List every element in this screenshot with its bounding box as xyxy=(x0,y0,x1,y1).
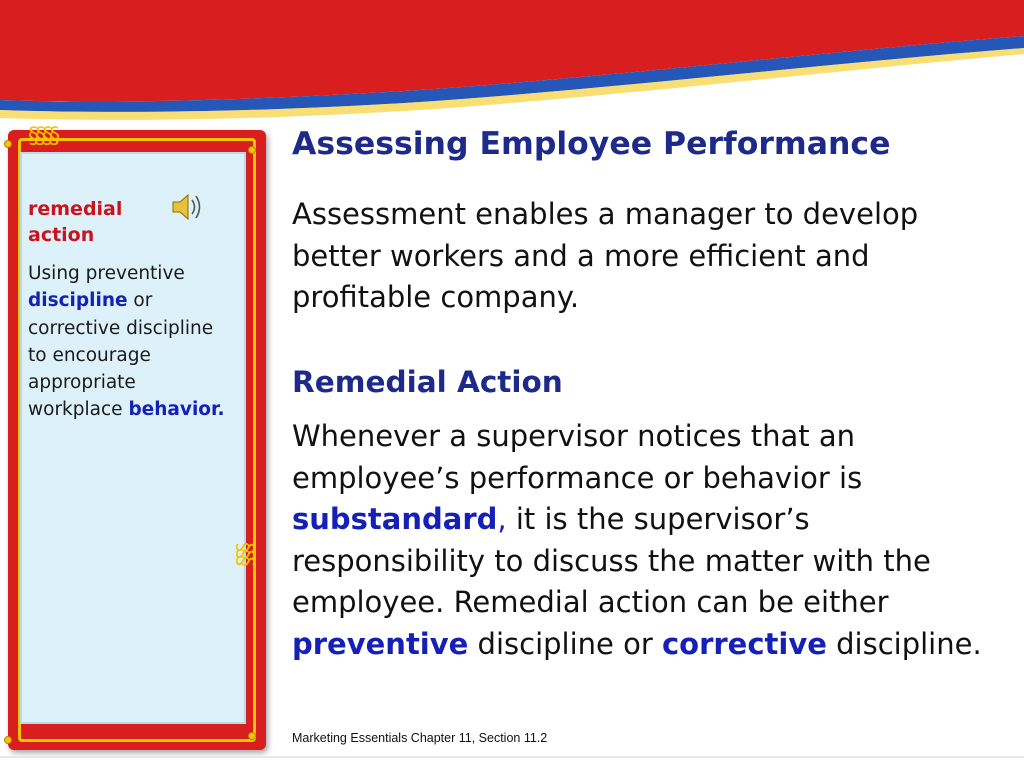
spiral-binding-icon: §§§ xyxy=(232,542,257,563)
slide-footer: Marketing Essentials Chapter 11, Section 11.2 xyxy=(292,731,548,745)
body-text: discipline. xyxy=(826,626,982,661)
body-text: it is the supervisor’s responsibility to discuss the matter with the employee. Remedial action can be either xyxy=(292,502,931,619)
definition-text: or corrective discipline to encourage appropriate workplace xyxy=(28,290,214,421)
glossary-definition xyxy=(28,260,234,424)
speaker-icon[interactable] xyxy=(170,190,206,224)
slide-title: Assessing Employee Performance xyxy=(292,126,891,162)
definition-keyword-discipline: discipline xyxy=(28,290,128,312)
glossary-term: remedial action xyxy=(28,198,123,246)
body-text: Whenever a supervisor notices that an employee’s performance or behavior is xyxy=(292,419,863,495)
keyword-preventive: preventive xyxy=(292,626,469,661)
card-rivet xyxy=(4,736,12,744)
bottom-divider xyxy=(0,756,1024,758)
intro-paragraph: Assessment enables a manager to develop better workers and a more efficient and profitable company. xyxy=(292,197,919,314)
definition-text: Using preventive xyxy=(28,263,185,284)
body-text: discipline or xyxy=(468,626,662,661)
section-heading: Remedial Action xyxy=(292,365,563,399)
spiral-binding-icon: §§§§ xyxy=(28,124,56,149)
keyword-corrective: corrective xyxy=(661,626,827,661)
definition-keyword-behavior: behavior. xyxy=(128,399,225,421)
card-rivet xyxy=(248,146,256,154)
body-paragraph xyxy=(292,416,982,665)
card-rivet xyxy=(4,140,12,148)
top-banner xyxy=(0,0,1024,140)
keyword-substandard: substandard xyxy=(292,502,498,536)
body-comma: , xyxy=(497,502,507,536)
card-rivet xyxy=(248,732,256,740)
